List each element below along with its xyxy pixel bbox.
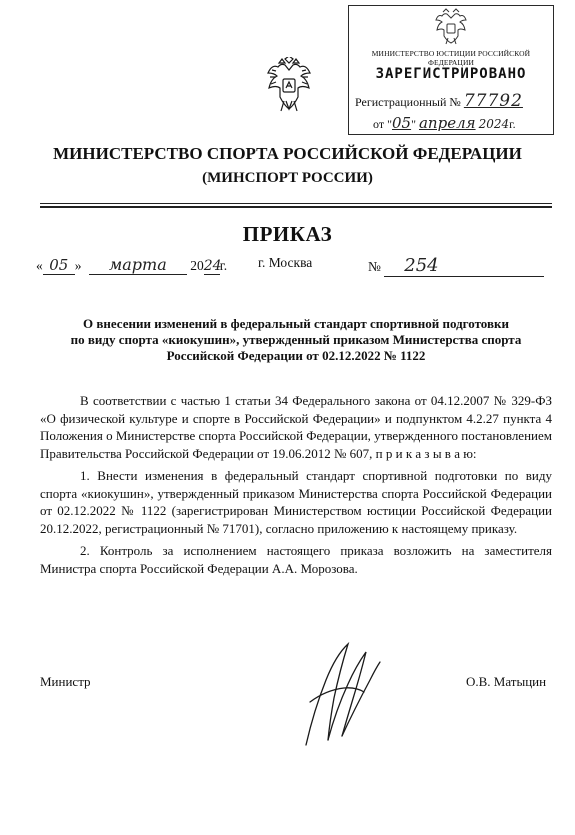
stamp-date-line <box>373 114 516 132</box>
order-body <box>40 392 552 582</box>
order-date-month: марта <box>89 255 187 275</box>
stamp-ministry-name: МИНИСТЕРСТВО ЮСТИЦИИ РОССИЙСКОЙ ФЕДЕРАЦИИ <box>371 49 531 67</box>
stamp-registration-label: Регистрационный № <box>355 95 461 109</box>
stamp-date-day: 05 <box>391 114 412 132</box>
order-number-value: 254 <box>384 255 544 277</box>
header-divider-thick <box>40 206 552 208</box>
order-number <box>368 255 544 277</box>
stamp-emblem-icon <box>349 8 553 46</box>
order-date-close-quote: » <box>74 258 82 273</box>
ministry-short-title: (МИНСПОРТ РОССИИ) <box>202 170 373 186</box>
order-date-year-prefix: 20 <box>190 258 204 273</box>
stamp-date-year: 2024 <box>478 117 510 131</box>
order-city: г. Москва <box>258 255 313 270</box>
stamp-registered-label: ЗАРЕГИСТРИРОВАНО <box>375 66 527 82</box>
order-preamble-paragraph: В соответствии с частью 1 статьи 34 Федерального закона от 04.12.2007 № 329-ФЗ «О физической культуре и спорте в Российской Федерации» и подпунктом 4.2.27 пункта 4 Положения о Министерстве спорта Российской Федерации, утвержденного постановлением Правительства Российской Федерации от 19.06.2012 № 607, п р и к а з ы в а ю: <box>40 393 552 461</box>
stamp-registration-number: 77792 <box>463 91 523 111</box>
order-subject-line: О внесении изменений в федеральный стандарт спортивной подготовки <box>83 316 509 331</box>
order-subject <box>40 316 552 364</box>
order-date-year-suffix: 24 <box>203 258 222 274</box>
registration-stamp <box>348 5 554 135</box>
stamp-date-quote: " <box>411 117 416 131</box>
order-date-day: 05 <box>43 256 75 275</box>
stamp-date-suffix: г. <box>509 117 516 131</box>
order-number-label: № <box>368 259 381 274</box>
signatory-title: Министр <box>40 674 91 689</box>
order-date <box>36 255 227 275</box>
stamp-registration-line <box>355 91 523 111</box>
order-date-year-letter: г. <box>219 258 228 273</box>
order-date-open-quote: « <box>36 258 43 273</box>
header-divider-thin <box>40 203 552 204</box>
stamp-date-prefix: от " <box>373 117 392 131</box>
handwritten-signature <box>296 640 386 755</box>
stamp-date-month: апреля <box>418 114 476 132</box>
signatory-name: О.В. Матыцин <box>466 674 547 689</box>
coat-of-arms-icon <box>266 57 312 118</box>
ministry-title: МИНИСТЕРСТВО СПОРТА РОССИЙСКОЙ ФЕДЕРАЦИИ <box>53 144 522 163</box>
order-subject-line: по виду спорта «киокушин», утвержденный приказом Министерства спорта <box>70 332 522 347</box>
order-subject-line: Российской Федерации от 02.12.2022 № 1122 <box>166 348 426 363</box>
order-item-1-paragraph: 1. Внести изменения в федеральный стандарт спортивной подготовки по виду спорта «киокушин», утвержденный приказом Министерства спорта Российской Федерации от 02.12.2022 № 1122 (зарегистрирован Министерством юстиции Российской Федерации 20.12.2022, регистрационный № 71701), согласно приложению к настоящему приказу. <box>40 468 552 536</box>
order-title: ПРИКАЗ <box>242 222 333 246</box>
order-item-2-paragraph: 2. Контроль за исполнением настоящего приказа возложить на заместителя Министра спорта Российской Федерации А.А. Морозова. <box>40 543 552 576</box>
